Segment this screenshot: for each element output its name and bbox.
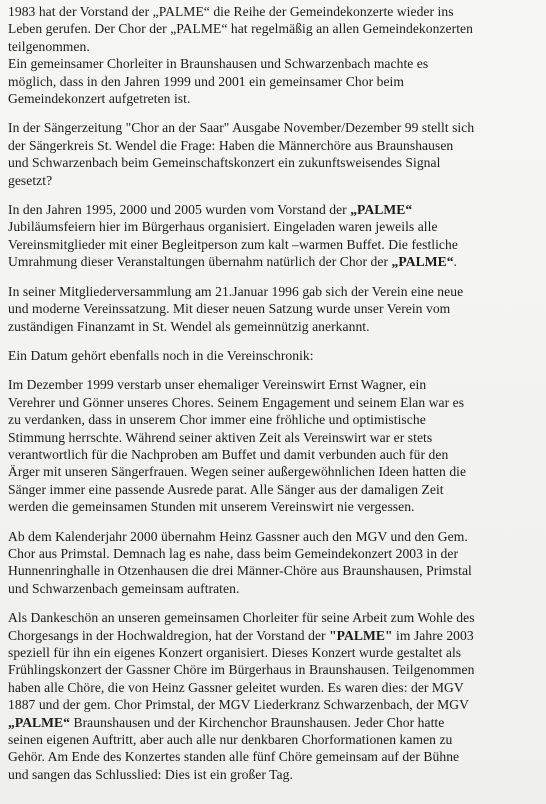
palme-emphasis: „PALME“: [8, 714, 71, 730]
paragraph-jubilaeumsfeiern: In den Jahren 1995, 2000 und 2005 wurden vom Vorstand der „PALME“ Jubiläumsfeiern hier im Bürgerhaus organisiert. Eingeladen waren jeweils alle Vereinsmitglieder mit einer Begleitperson zum kalt –warmen Buffet. Die festliche Umrahmung dieser Veranstaltungen übernahm natürlich der Chor der „PALME“.: [8, 202, 458, 270]
paragraph-vereinschronik-intro: Ein Datum gehört ebenfalls noch in die Vereinschronik:: [8, 347, 314, 363]
paragraph-ernst-wagner: Im Dezember 1999 verstarb unser ehemaliger Vereinswirt Ernst Wagner, ein Verehrer und Gönner unseres Chores. Seinem Engagement und seinem Elan war es zu verdanken, dass in unserem Chor immer eine fröhliche und optimistische Stimmung herrschte. Während seiner aktiven Zeit als Vereinswirt war er stets verantwortlich für die Nachproben am Buffet und damit verbunden auch für den Ärger mit unseren Sängerfrauen. Wegen seiner außergewöhnlichen Ideen hatten die Sänger immer eine passende Ausrede parat. Alle Sänger aus der damaligen Zeit werden die gemeinsamen Stunden mit unserem Vereinswirt nie vergessen.: [8, 377, 467, 515]
paragraph-fruehlingskonzert: Als Dankeschön an unseren gemeinsamen Chorleiter für seine Arbeit zum Wohle des Chorgesangs in der Hochwaldregion, hat der Vorstand der "PALME" im Jahre 2003 speziell für ihn ein eigenes Konzert organisiert. Dieses Konzert wurde gestaltet als Frühlingskonzert der Gassner Chöre im Bürgerhaus in Braunshausen. Teilgenommen haben alle Chöre, die von Heinz Gassner geleitet wurden. Es waren dies: der MGV 1887 und der gem. Chor Primstal, der MGV Liederkranz Schwarzenbach, der MGV „PALME“ Braunshausen und der Kirchenchor Braunshausen. Jeder Chor hatte seinen eigenen Auftritt, aber auch alle nur denkbaren Chorformationen kamen zu Gehör. Am Ende des Konzertes standen alle fünf Chöre gemeinsam auf der Bühne und sangen das Schlusslied: Dies ist ein großer Tag.: [8, 610, 475, 782]
paragraph-saengerzeitung: In der Sängerzeitung "Chor an der Saar" Ausgabe November/Dezember 99 stellt sich der Sängerkreis St. Wendel die Frage: Haben die Männerchöre aus Braunshausen und Schwarzenbach beim Gemeinschaftskonzert ein zukunftsweisendes Signal gesetzt?: [8, 120, 475, 188]
paragraph-vereinssatzung: In seiner Mitgliederversammlung am 21.Januar 1996 gab sich der Verein eine neue und moderne Vereinssatzung. Mit dieser neuen Satzung wurde unser Verein vom zuständigen Finanzamt in St. Wendel als gemeinnützig anerkannt.: [8, 283, 464, 334]
palme-emphasis: „PALME“: [391, 254, 454, 270]
paragraph-gemeindekonzerte: 1983 hat der Vorstand der „PALME“ die Reihe der Gemeindekonzerte wieder ins Leben gerufen. Der Chor der „PALME“ hat regelmäßig an allen Gemeindekonzerten teilgenommen. Ein gemeinsamer Chorleiter in Braunshausen und Schwarzenbach machte es möglich, dass in den Jahren 1999 und 2001 ein gemeinsamer Chor beim Gemeindekonzert aufgetreten ist.: [8, 4, 473, 107]
paragraph-heinz-gassner: Ab dem Kalenderjahr 2000 übernahm Heinz Gassner auch den MGV und den Gem. Chor aus Primstal. Demnach lag es nahe, dass beim Gemeindekonzert 2003 in der Hunnenringhalle in Otzenhausen die drei Männer-Chöre aus Braunshausen, Primstal und Schwarzenbach gemeinsam auftraten.: [8, 528, 472, 596]
palme-emphasis: "PALME": [329, 627, 393, 643]
palme-emphasis: „PALME“: [350, 202, 413, 218]
